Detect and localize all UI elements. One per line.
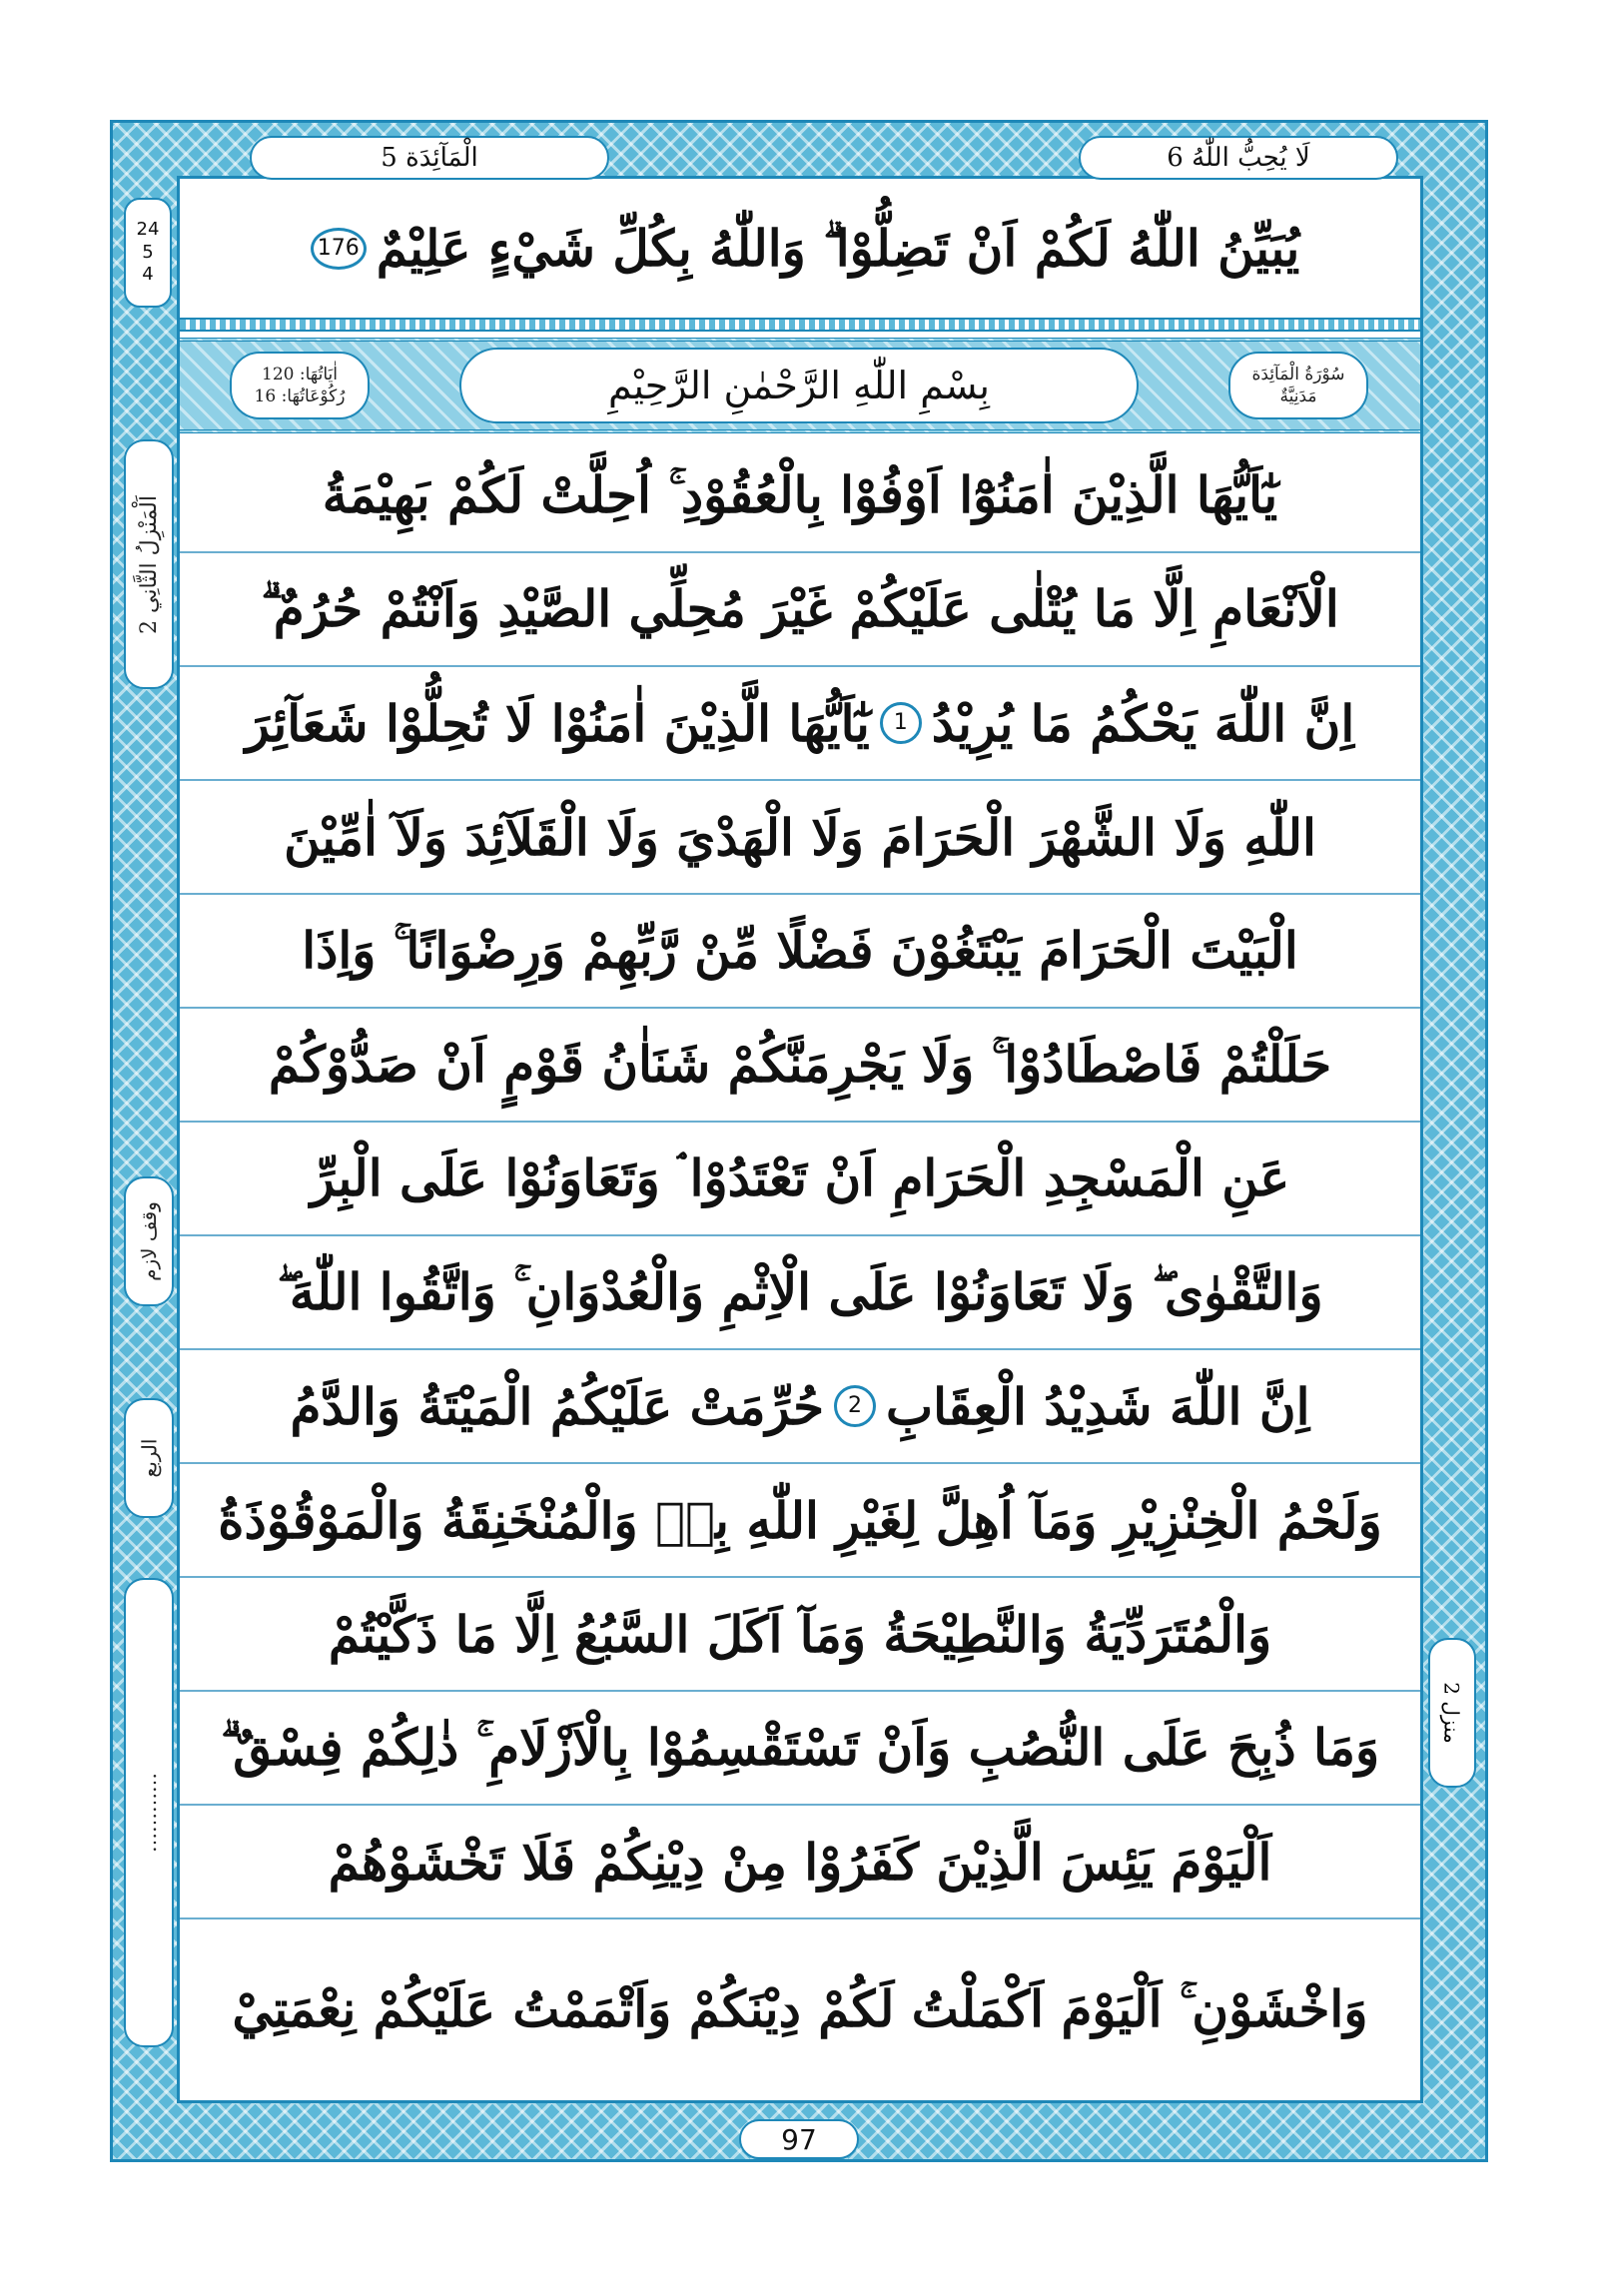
ayat-count: اٰيَاتُهَا: 120 (262, 364, 338, 384)
side-tab-note-label: ………… (137, 1773, 161, 1853)
text-line-7 (180, 1123, 1420, 1236)
manzil-tab (1428, 1638, 1476, 1788)
text-line-1 (180, 439, 1420, 553)
line-text: وَاخْشَوْنِ ۚ اَلْيَوْمَ اَكْمَلْتُ لَكُمْ دِيْنَكُمْ وَاَتْمَمْتُ عَلَيْكُمْ نِعْمَتِيْ (232, 1979, 1368, 2038)
line-text: الْاَنْعَامِ اِلَّا مَا يُتْلٰى عَلَيْكُمْ غَيْرَ مُحِلِّي الصَّيْدِ وَاَنْتُمْ حُرُمٌ ۗ (261, 579, 1339, 638)
line-text: وَمَا ذُبِحَ عَلَى النُّصُبِ وَاَنْ تَسْتَقْسِمُوْا بِالْاَزْلَامِ ۚ ذٰلِكُمْ فِسْقٌ ۗ (220, 1718, 1380, 1777)
line-text-b: حُرِّمَتْ عَلَيْكُمُ الْمَيْتَةُ وَالدَّمُ (290, 1376, 824, 1436)
text-line-8 (180, 1236, 1420, 1350)
line-text-b: يٰٓاَيُّهَا الَّذِيْنَ اٰمَنُوْا لَا تُحِلُّوْا شَعَآئِرَ (245, 693, 870, 753)
section-divider (180, 318, 1420, 332)
surah-info-right (1228, 352, 1368, 419)
side-tab-note (124, 1578, 174, 2047)
side-tab-juz (124, 439, 174, 689)
line-text: اللّٰهِ وَلَا الشَّهْرَ الْحَرَامَ وَلَا الْهَدْيَ وَلَا الْقَلَآئِدَ وَلَآ اٰمِّيْنَ (284, 807, 1316, 867)
ruku-marker (124, 198, 172, 308)
ruku-count-2: 5 (142, 241, 154, 263)
text-line-4 (180, 781, 1420, 895)
line-text: الْبَيْتَ الْحَرَامَ يَبْتَغُوْنَ فَضْلًا مِّنْ رَّبِّهِمْ وَرِضْوَانًا ۚ وَاِذَا (302, 921, 1298, 980)
text-line-14 (180, 1919, 1420, 2099)
surah-type: مَدَنِيَّةٌ (1279, 386, 1317, 406)
line-text: اَلْيَوْمَ يَئِسَ الَّذِيْنَ كَفَرُوْا مِنْ دِيْنِكُمْ فَلَا تَخْشَوْهُمْ (328, 1832, 1272, 1892)
line-text: وَالتَّقْوٰى ۖ وَلَا تَعَاوَنُوْا عَلَى الْاِثْمِ وَالْعُدْوَانِ ۚ وَاتَّقُوا اللّٰهَ ۖ (277, 1262, 1323, 1321)
side-tab-waqf (124, 1176, 174, 1306)
verse-number-1: 1 (880, 702, 922, 744)
line-text: وَلَحْمُ الْخِنْزِيْرِ وَمَآ اُهِلَّ لِغَيْرِ اللّٰهِ بِهٖ وَالْمُنْخَنِقَةُ وَالْمَوْقُوْذَةُ (218, 1490, 1382, 1550)
header-juz-label: لَا يُحِبُّ اللّٰهُ 6 (1079, 136, 1398, 180)
text-line-9 (180, 1350, 1420, 1464)
surah-info-left (230, 352, 370, 419)
page-number: 97 (739, 2119, 859, 2159)
side-tab-rub-label: الربع (137, 1438, 161, 1478)
line-text: حَلَلْتُمْ فَاصْطَادُوْا ۚ وَلَا يَجْرِمَنَّكُمْ شَنَاٰنُ قَوْمٍ اَنْ صَدُّوْكُمْ (268, 1035, 1332, 1094)
text-line-11 (180, 1578, 1420, 1692)
basmala: بِسْمِ اللّٰهِ الرَّحْمٰنِ الرَّحِيْمِ (459, 348, 1139, 423)
line-text: يٰٓاَيُّهَا الَّذِيْنَ اٰمَنُوْٓا اَوْفُوْا بِالْعُقُوْدِ ۚ اُحِلَّتْ لَكُمْ بَهِيْمَةُ (322, 465, 1278, 524)
side-tab-juz-label: اَلْمَنْزِلُ الثَّانِي 2 (136, 494, 162, 634)
text-line-5 (180, 895, 1420, 1009)
text-line-3 (180, 667, 1420, 781)
line-text: عَنِ الْمَسْجِدِ الْحَرَامِ اَنْ تَعْتَدُوْا ۘ وَتَعَاوَنُوْا عَلَى الْبِرِّ (310, 1148, 1290, 1207)
text-line-10 (180, 1464, 1420, 1578)
text-line-2 (180, 553, 1420, 667)
ruku-count-1: 24 (136, 219, 160, 241)
ruku-total: رُكُوْعَاتُهَا: 16 (254, 386, 346, 406)
side-tab-rub (124, 1398, 174, 1518)
text-line-13 (180, 1806, 1420, 1919)
header-surah-label: الْمَآئِدَة 5 (250, 136, 609, 180)
top-verse-line (180, 190, 1420, 308)
side-tab-waqf-label: وقف لازم (137, 1201, 162, 1281)
manzil-label: منزل 2 (1440, 1682, 1464, 1744)
line-text-a: اِنَّ اللّٰهَ يَحْكُمُ مَا يُرِيْدُ (931, 693, 1355, 753)
text-line-6 (180, 1009, 1420, 1123)
ruku-count-3: 4 (142, 264, 154, 286)
text-line-12 (180, 1692, 1420, 1806)
verse-number-176: 176 (311, 228, 367, 270)
surah-name: سُوْرَةُ الْمَآئِدَة (1251, 364, 1345, 384)
top-verse-text: يُبَيِّنُ اللّٰهُ لَكُمْ اَنْ تَضِلُّوْا ۗ وَاللّٰهُ بِكُلِّ شَيْءٍ عَلِيْمٌ (376, 219, 1300, 278)
line-text-a: اِنَّ اللّٰهَ شَدِيْدُ الْعِقَابِ (886, 1376, 1310, 1436)
verse-number-2: 2 (834, 1385, 876, 1427)
line-text: وَالْمُتَرَدِّيَةُ وَالنَّطِيْحَةُ وَمَآ اَكَلَ السَّبُعُ اِلَّا مَا ذَكَّيْتُمْ (328, 1604, 1272, 1664)
